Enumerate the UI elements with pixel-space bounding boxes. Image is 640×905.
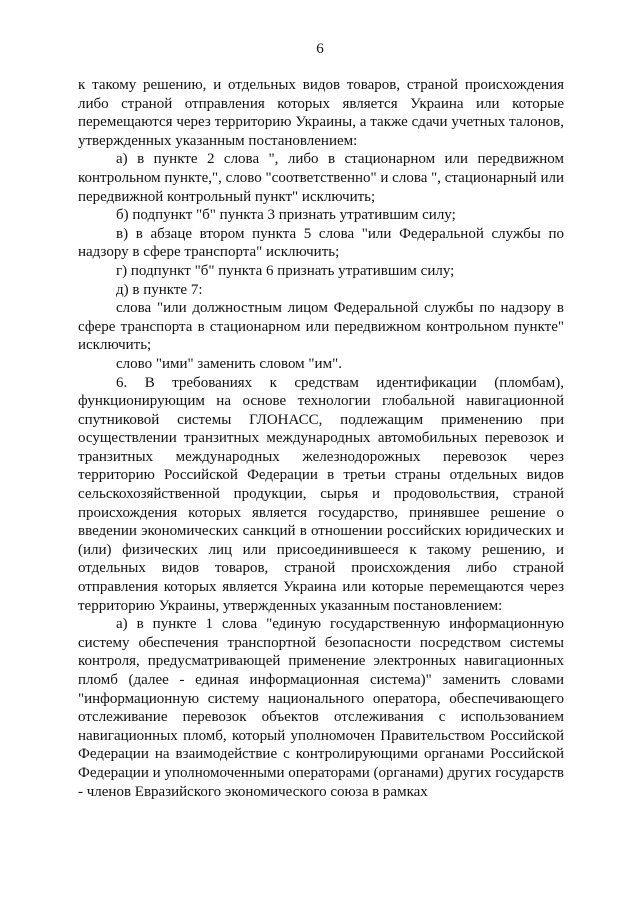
paragraph-continuation: к такому решению, и отдельных видов товаров, страной происхождения либо страной отправления которых является Украина или которые перемещаются через территорию Украины, а также сдачи учетных талонов, утвержденных указанным постановлением: bbox=[78, 77, 564, 149]
paragraph-item-5g: г) подпункт "б" пункта 6 признать утратившим силу; bbox=[116, 262, 455, 279]
paragraph-section-6: 6. В требованиях к средствам идентификации (пломбам), функционирующим на основе технологии глобальной навигационной спутниковой системы ГЛОНАСС, подлежащим применению при осуществлении транзитных международных автомобильных перевозок и транзитных международных железнодорожных перевозок через территорию Российской Федерации в третьи страны отдельных видов сельскохозяйственной продукции, сырья и продовольствия, страной происхождения которых является государство, принявшее решение о введении экономических санкций в отношении российских юридических и (или) физических лиц или присоединившееся к такому решению, и отдельных видов товаров, страной происхождения либо страной отправления которых является Украина или которые перемещаются через территорию Украины, утвержденных указанным постановлением: bbox=[78, 374, 564, 614]
paragraph-item-5d-words: слова "или должностным лицом Федеральной службы по надзору в сфере транспорта в стационарном или передвижном контрольном пункте" исключить; bbox=[78, 300, 564, 354]
paragraph-item-5b: б) подпункт "б" пункта 3 признать утратившим силу; bbox=[116, 207, 456, 224]
document-body bbox=[78, 76, 564, 801]
paragraph-item-5d: д) в пункте 7: bbox=[116, 281, 203, 298]
paragraph-item-5v: в) в абзаце втором пункта 5 слова "или Федеральной службы по надзору в сфере транспорта" исключить; bbox=[78, 225, 564, 261]
page-number: 6 bbox=[316, 41, 324, 57]
paragraph-item-6a: а) в пункте 1 слова "единую государственную информационную систему обеспечения транспортной безопасности посредством системы контроля, предусматривающей применение электронных навигационных пломб (далее - единая информационная система)" заменить словами "информационную систему национального оператора, обеспечивающего отслеживание перевозок объектов отслеживания с использованием навигационных пломб, который уполномочен Правительством Российской Федерации на взаимодействие с контролирующими органами Российской Федерации и уполномоченными операторами (органами) других государств - членов Евразийского экономического союза в рамках bbox=[78, 616, 564, 800]
paragraph-item-5a: а) в пункте 2 слова ", либо в стационарном или передвижном контрольном пункте,", слово "соответственно" и слова ", стационарный или передвижной контрольный пункт" исключить; bbox=[78, 151, 564, 205]
paragraph-item-5d-word: слово "ими" заменить словом "им". bbox=[116, 355, 342, 372]
